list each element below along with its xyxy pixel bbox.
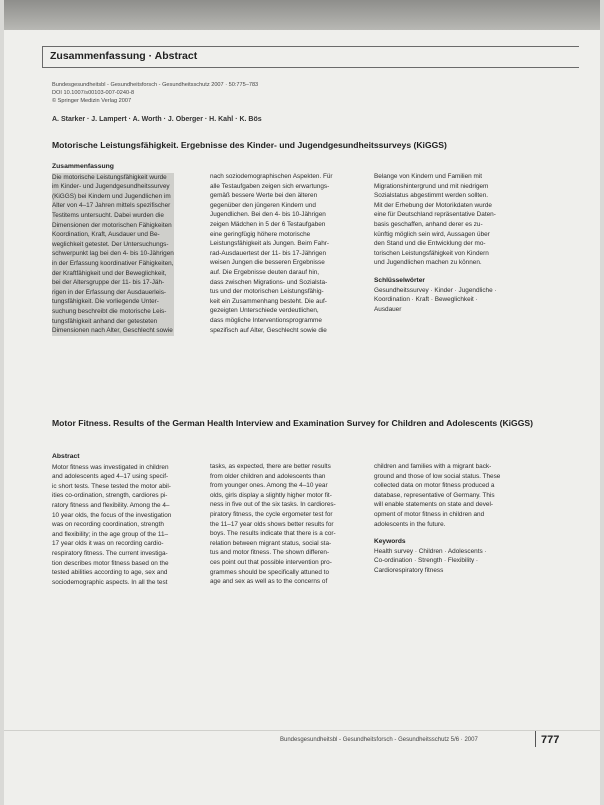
text-line: Sozialstatus abgestimmt werden sollten. <box>374 192 489 200</box>
text-line: Mit der Erhebung der Motorikdaten wurde <box>374 201 492 209</box>
english-abstract-heading: Abstract <box>52 453 80 460</box>
text-line: tested abilities according to age, sex and <box>52 569 168 577</box>
text-line: und Jugendlichen machen zu können. <box>374 259 482 267</box>
copyright-line: © Springer Medizin Verlag 2007 <box>52 98 132 104</box>
text-line: alle Testaufgaben zeigen sich erwartungs- <box>210 182 330 190</box>
english-keywords-heading: Keywords <box>374 538 406 546</box>
english-column-2 <box>210 462 336 587</box>
text-line: and adolescents aged 4–17 using specif- <box>52 473 169 481</box>
text-line: gegenüber den jüngeren Kindern und <box>210 201 316 209</box>
text-line: zeigen Mädchen in 5 der 6 Testaufgaben <box>210 220 326 228</box>
text-line: from older children and adolescents than <box>210 472 326 480</box>
text-line: schwerpunkt lag bei den 4- bis 10-Jährigen <box>52 250 174 258</box>
text-line: was on recording coordination, strength <box>52 521 164 529</box>
text-line: nach soziodemographischen Aspekten. Für <box>210 173 333 180</box>
text-line: database, representative of Germany. This <box>374 491 495 499</box>
text-line: opment of motor fitness in children and <box>374 510 485 518</box>
text-line: auf. Die Ergebnisse deuten darauf hin, <box>210 268 320 276</box>
german-column-3 <box>374 172 497 314</box>
text-line: tasks, as expected, there are better results <box>210 463 331 470</box>
section-title: Zusammenfassung · Abstract <box>50 50 198 62</box>
text-line: from younger ones. Among the 4–10 year <box>210 482 328 490</box>
text-line: Die motorische Leistungsfähigkeit wurde <box>52 173 174 183</box>
text-line: eine für Deutschland repräsentative Daten- <box>374 211 496 219</box>
text-line: künftig möglich sein wird, Aussagen über <box>374 230 490 238</box>
text-line: 17 year olds it was on recording cardio- <box>52 540 164 548</box>
text-line: weglichkeit getestet. Der Untersuchungs- <box>52 240 174 250</box>
text-line: eine geringfügig höhere motorische <box>210 230 311 238</box>
footer-rule <box>4 730 600 731</box>
text-line: 10 year olds, the focus of the investigation <box>52 511 172 519</box>
text-line: tus und der motorischen Leistungsfähig- <box>210 288 324 296</box>
keyword-line: Koordination · Kraft · Beweglichkeit · <box>374 296 478 304</box>
text-line: adolescents in the future. <box>374 520 446 528</box>
text-line: olds, girls display a slightly higher motor fit- <box>210 491 332 499</box>
text-line: weisen Jungen die besseren Ergebnisse <box>210 259 325 267</box>
text-line: age and sex as well as to the concerns of <box>210 578 328 586</box>
text-line: (KiGGS) bei Kindern und Jugendlichen im <box>52 192 174 202</box>
text-line: Alter von 4–17 Jahren mittels spezifischer <box>52 201 174 211</box>
text-line: dass mögliche Interventionsprogramme <box>210 316 322 324</box>
english-column-1 <box>52 452 171 587</box>
text-line: der Kraftfähigkeit und der Beweglichkeit, <box>52 269 174 279</box>
text-line: ness in five out of the six tasks. In cardiores- <box>210 501 336 509</box>
text-line: im Kinder- und Jugendgesundheitssurvey <box>52 182 174 192</box>
text-line: sociodemographic aspects. In all the test <box>52 578 168 586</box>
german-column-2 <box>210 172 333 335</box>
text-line: tungsfähigkeit. Die vorliegende Unter- <box>52 297 174 307</box>
text-line: collected data on motor fitness produced a <box>374 482 495 490</box>
german-abstract-heading: Zusammenfassung <box>52 163 114 170</box>
keyword-line: Health survey · Children · Adolescents · <box>374 547 487 555</box>
text-line: ic short tests. These tested the motor abil- <box>52 482 171 490</box>
keyword-line: Gesundheitssurvey · Kinder · Jugendliche · <box>374 286 497 294</box>
article-title-english: Motor Fitness. Results of the German Health Interview and Examination Survey for Children and Adolescents (KiGGS) <box>52 418 534 428</box>
keyword-line: Cardiorespiratory fitness <box>374 566 444 574</box>
text-line: Motor fitness was investigated in children <box>52 463 169 471</box>
english-column-3 <box>374 462 500 576</box>
text-line: in der Erfassung koordinativer Fähigkeiten, <box>52 259 174 267</box>
text-line: Leistungsfähigkeit als Jungen. Beim Fahr- <box>210 240 330 248</box>
text-line: tus and motor fitness. The shown differen- <box>210 549 330 557</box>
text-line: Dimensionen nach Alter, Geschlecht sowie <box>52 327 173 335</box>
footer-journal: Bundesgesundheitsbl - Gesundheitsforsch - Gesundheitsschutz 5/6 · 2007 <box>280 737 478 743</box>
text-line: ces point out that possible intervention pro- <box>210 558 332 566</box>
text-line: torischen Leistungsfähigkeit von Kindern <box>374 249 489 257</box>
text-line: suchung beschreibt die motorische Leis- <box>52 307 174 317</box>
text-line: Migrationshintergrund und mit niedrigem <box>374 182 489 190</box>
text-line: will enable statements on state and devel- <box>374 501 494 509</box>
page-number: 777 <box>541 734 560 746</box>
text-line: rad-Ausdauertest der 11- bis 17-Jährigen <box>210 249 327 257</box>
text-line: Belange von Kindern und Familien mit <box>374 173 482 180</box>
keyword-line: Co-ordination · Strength · Flexibility · <box>374 557 479 565</box>
author-list: A. Starker · J. Lampert · A. Worth · J. Oberger · H. Kahl · K. Bös <box>52 116 262 123</box>
text-line: piratory fitness, the cycle ergometer test for <box>210 510 333 518</box>
text-line: ities co-ordination, strength, cardiores pi- <box>52 492 168 500</box>
text-line: spezifisch auf Alter, Geschlecht sowie die <box>210 326 327 334</box>
text-line: bei der Altersgruppe der 11- bis 17-Jäh- <box>52 278 174 288</box>
text-line: Koordination, Kraft, Ausdauer und Be- <box>52 230 174 240</box>
text-line: grammes should be specifically attuned to <box>210 568 330 576</box>
text-line: rigen in der Erfassung der Ausdauerleis- <box>52 288 174 298</box>
journal-page <box>4 0 600 805</box>
citation-line: Bundesgesundheitsbl - Gesundheitsforsch - Gesundheitsschutz 2007 · 50:775–783 <box>52 82 259 88</box>
text-line: Testitems untersucht. Dabei wurden die <box>52 211 174 221</box>
text-line: tion describes motor fitness based on the <box>52 559 169 567</box>
german-keywords-heading: Schlüsselwörter <box>374 276 425 284</box>
text-line: gezeigten Unterschiede verdeutlichen, <box>210 307 319 315</box>
text-line: dass zwischen Migrations- und Sozialsta- <box>210 278 328 286</box>
text-line: den Stand und die Entwicklung der mo- <box>374 240 486 248</box>
text-line: and flexibility; in the age group of the 11– <box>52 530 169 538</box>
text-line: respiratory fitness. The current investiga- <box>52 549 168 557</box>
doi-line: DOI 10.1007/s00103-007-0240-8 <box>52 90 135 96</box>
german-column-1 <box>52 162 174 336</box>
text-line: tungsfähigkeit anhand der getesteten <box>52 317 174 327</box>
text-line: children and families with a migrant back- <box>374 463 492 470</box>
text-line: ground and those of low social status. These <box>374 472 501 480</box>
text-line: boys. The results indicate that there is a cor- <box>210 530 336 538</box>
text-line: keit ein Zusammenhang besteht. Die auf- <box>210 297 327 305</box>
article-title-german: Motorische Leistungsfähigkeit. Ergebnisse des Kinder- und Jugendgesundheitssurveys (KiGGS) <box>52 140 447 150</box>
scan-header-band <box>4 0 600 30</box>
text-line: the 11–17 year olds shows better results for <box>210 520 334 528</box>
text-line: Jugendlichen. Bei den 4- bis 10-Jährigen <box>210 211 326 219</box>
text-line: ratory fitness and flexibility. Among the 4– <box>52 501 170 509</box>
text-line: gemäß bessere Werte bei den älteren <box>210 192 318 200</box>
text-line: relation between migrant status, social sta- <box>210 539 332 547</box>
text-line: Dimensionen der motorischen Fähigkeiten <box>52 221 174 231</box>
text-line: basis geschaffen, anhand derer es zu- <box>374 220 483 228</box>
keyword-line: Ausdauer <box>374 305 402 313</box>
footer-divider <box>535 731 536 747</box>
